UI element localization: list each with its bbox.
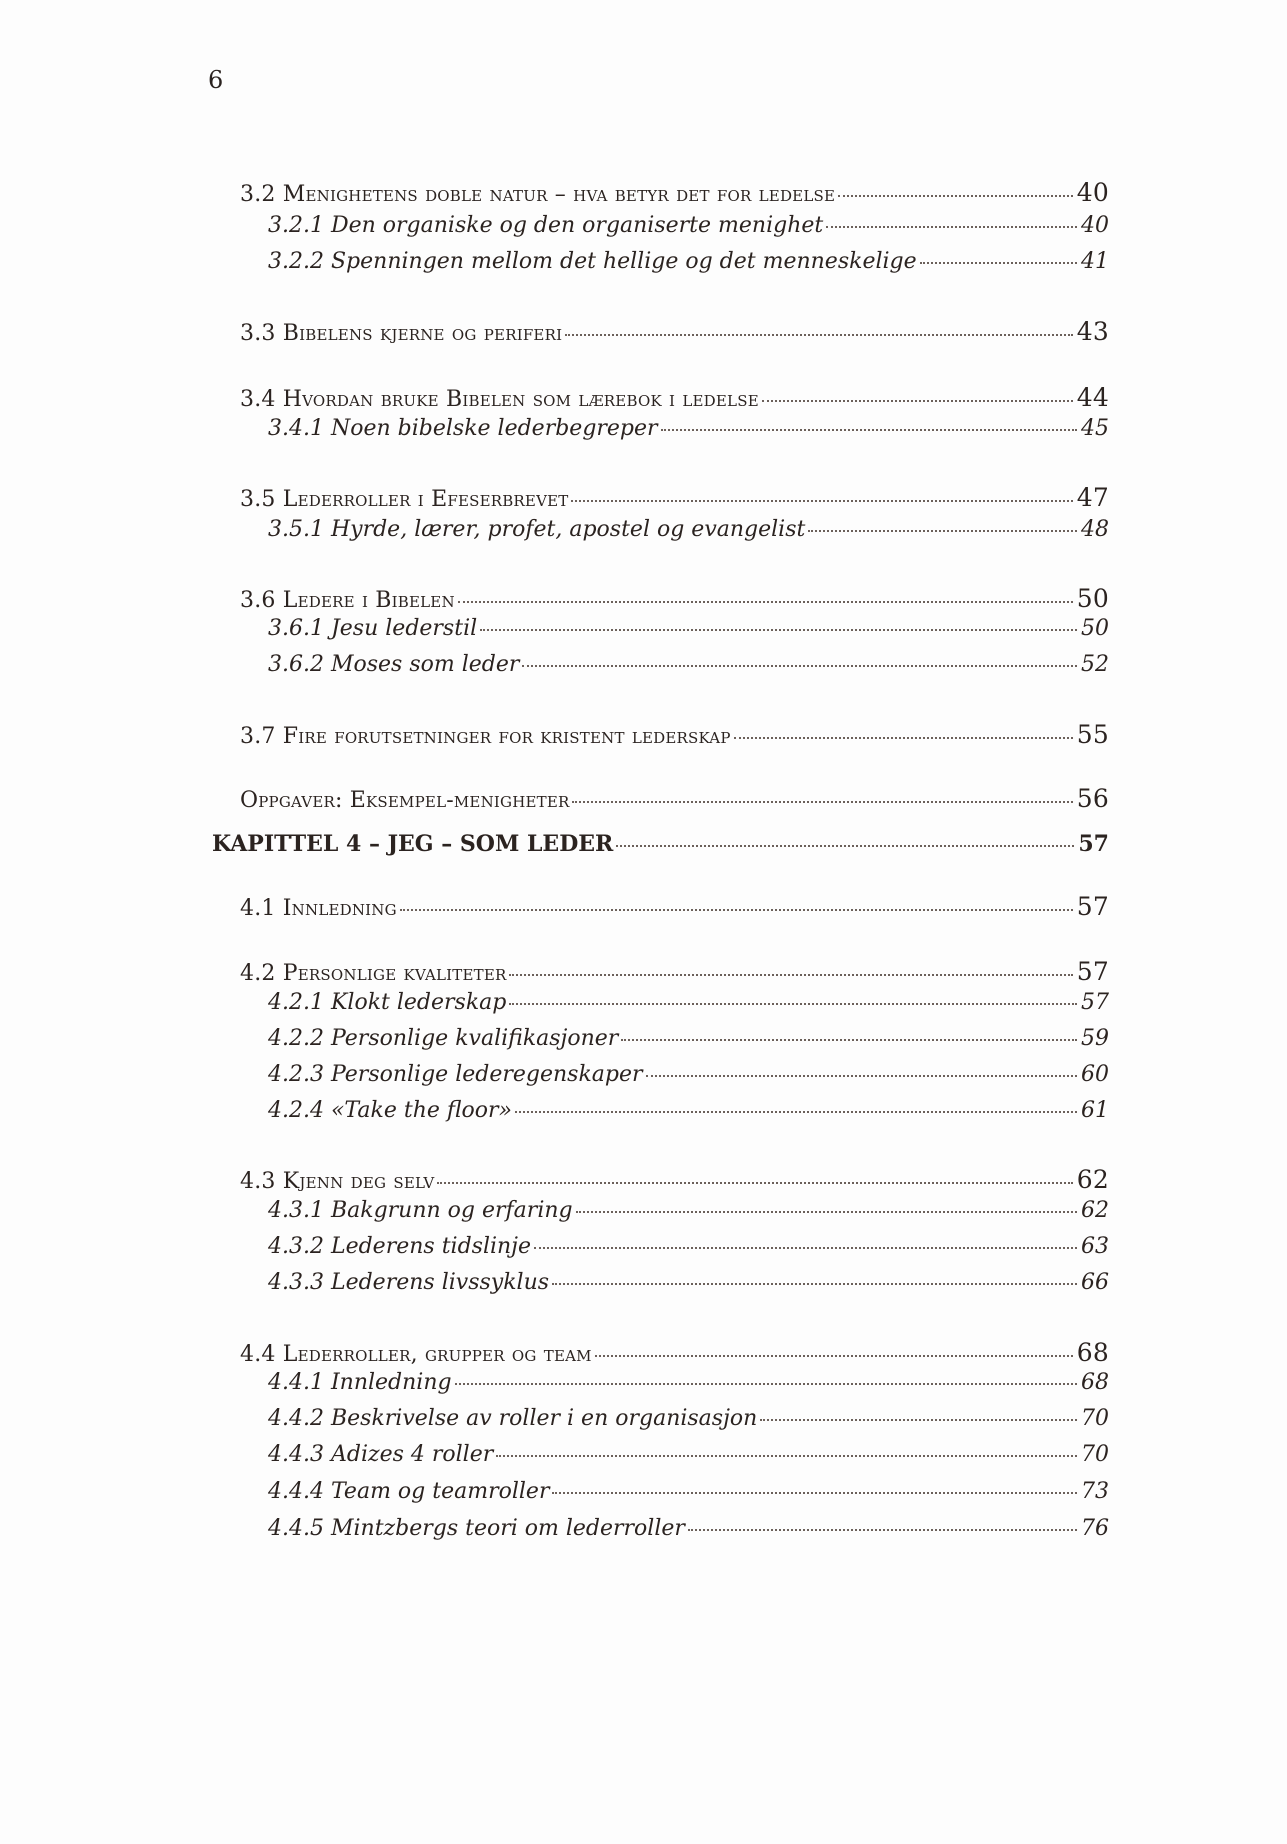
toc-entry-page: 50 (1081, 616, 1109, 641)
toc-entry-subsection[interactable] (268, 1406, 1109, 1431)
toc-entry-title: 3.7 Fire forutsetninger for kristent lederskap (240, 724, 731, 749)
toc-entry-page: 59 (1081, 1026, 1109, 1051)
toc-entry-page: 56 (1076, 784, 1109, 813)
toc-entry-page: 47 (1076, 483, 1109, 512)
toc-entry-page: 62 (1081, 1198, 1109, 1223)
toc-entry-section[interactable] (240, 1165, 1109, 1194)
dot-leader (509, 1003, 1077, 1005)
toc-entry-page: 40 (1081, 213, 1109, 238)
toc-entry-section[interactable] (240, 317, 1109, 346)
toc-entry-title: 3.2 Menighetens doble natur – hva betyr det for ledelse (240, 182, 836, 207)
toc-entry-subsection[interactable] (268, 1026, 1109, 1051)
toc-entry-title: 4.3.3 Lederens livssyklus (268, 1270, 550, 1295)
dot-leader (688, 1529, 1077, 1531)
toc-entry-title: 4.2.2 Personlige kvalifikasjoner (268, 1026, 619, 1051)
dot-leader (576, 1211, 1077, 1213)
dot-leader (571, 500, 1072, 502)
dot-leader (552, 1492, 1077, 1494)
toc-entry-chapter[interactable] (212, 831, 1109, 857)
toc-entry-subsection[interactable] (268, 1370, 1109, 1395)
toc-entry-section[interactable] (240, 1338, 1109, 1367)
dot-leader (826, 226, 1077, 228)
dot-leader (515, 1111, 1077, 1113)
toc-entry-subsection[interactable] (268, 416, 1109, 441)
toc-entry-page: 45 (1081, 416, 1109, 441)
dot-leader (595, 1355, 1073, 1357)
toc-entry-title: 4.2.3 Personlige lederegenskaper (268, 1062, 643, 1087)
dot-leader (437, 1182, 1072, 1184)
toc-entry-page: 57 (1081, 990, 1109, 1015)
toc-entry-subsection[interactable] (268, 1270, 1109, 1295)
toc-entry-subsection[interactable] (268, 1198, 1109, 1223)
toc-entry-title: 3.4.1 Noen bibelske lederbegreper (268, 416, 658, 441)
dot-leader (496, 1455, 1077, 1457)
dot-leader (838, 195, 1073, 197)
toc-entry-page: 50 (1076, 584, 1109, 613)
toc-entry-subsection[interactable] (268, 616, 1109, 641)
toc-entry-section[interactable] (240, 483, 1109, 512)
dot-leader (621, 1039, 1077, 1041)
toc-entry-page: 70 (1081, 1406, 1109, 1431)
toc-entry-title: 3.2.2 Spenningen mellom det hellige og det menneskelige (268, 249, 917, 274)
toc-entry-title: 3.2.1 Den organiske og den organiserte menighet (268, 213, 824, 238)
toc-entry-title: 3.4 Hvordan bruke Bibelen som lærebok i ledelse (240, 387, 759, 412)
toc-entry-subsection[interactable] (268, 1442, 1109, 1467)
toc-entry-page: 57 (1076, 892, 1109, 921)
toc-entry-page: 57 (1076, 957, 1109, 986)
toc-entry-title: Oppgaver: Eksempel-menigheter (240, 788, 570, 813)
toc-entry-page: 61 (1081, 1098, 1109, 1123)
toc-entry-page: 60 (1081, 1062, 1109, 1087)
toc-entry-title: 3.5.1 Hyrde, lærer, profet, apostel og evangelist (268, 517, 806, 542)
toc-entry-page: 66 (1081, 1270, 1109, 1295)
toc-entry-section[interactable] (240, 178, 1109, 207)
toc-entry-subsection[interactable] (268, 1098, 1109, 1123)
toc-entry-page: 70 (1081, 1442, 1109, 1467)
toc-entry-page: 44 (1076, 383, 1109, 412)
toc-entry-section[interactable] (240, 720, 1109, 749)
dot-leader (616, 845, 1074, 847)
dot-leader (458, 601, 1073, 603)
dot-leader (552, 1283, 1077, 1285)
dot-leader (734, 737, 1073, 739)
toc-entry-title: 4.3 Kjenn deg selv (240, 1169, 435, 1194)
toc-entry-subsection[interactable] (268, 1062, 1109, 1087)
toc-entry-subsection[interactable] (268, 1516, 1109, 1541)
toc-entry-page: 52 (1081, 652, 1109, 677)
toc-entry-page: 63 (1081, 1234, 1109, 1259)
toc-entry-page: 68 (1081, 1370, 1109, 1395)
page-number: 6 (208, 66, 224, 94)
toc-entry-subsection[interactable] (268, 990, 1109, 1015)
dot-leader (572, 801, 1072, 803)
toc-entry-title: 3.5 Lederroller i Efeserbrevet (240, 487, 569, 512)
toc-entry-subsection[interactable] (268, 517, 1109, 542)
toc-entry-title: 4.3.2 Lederens tidslinje (268, 1234, 532, 1259)
dot-leader (455, 1383, 1077, 1385)
toc-entry-title: 4.4.3 Adizes 4 roller (268, 1442, 494, 1467)
toc-entry-title: 4.3.1 Bakgrunn og erfaring (268, 1198, 573, 1223)
toc-entry-page: 68 (1076, 1338, 1109, 1367)
dot-leader (480, 629, 1077, 631)
toc-entry-title: 3.6.2 Moses som leder (268, 652, 520, 677)
toc-entry-title: 4.4.4 Team og teamroller (268, 1479, 550, 1504)
toc-entry-subsection[interactable] (268, 213, 1109, 238)
dot-leader (760, 1419, 1077, 1421)
toc-entry-page: 41 (1081, 249, 1109, 274)
dot-leader (522, 665, 1077, 667)
dot-leader (762, 400, 1073, 402)
toc-entry-page: 57 (1078, 831, 1109, 857)
dot-leader (509, 974, 1072, 976)
toc-entry-title: 4.4.2 Beskrivelse av roller i en organisasjon (268, 1406, 758, 1431)
toc-entry-section[interactable] (240, 892, 1109, 921)
dot-leader (400, 909, 1073, 911)
toc-entry-title: 4.4.1 Innledning (268, 1370, 452, 1395)
toc-entry-title: 4.4.5 Mintzbergs teori om lederroller (268, 1516, 685, 1541)
toc-entry-title: 4.4 Lederroller, grupper og team (240, 1342, 592, 1367)
dot-leader (646, 1075, 1077, 1077)
toc-entry-section[interactable] (240, 784, 1109, 813)
toc-entry-page: 43 (1076, 317, 1109, 346)
toc-entry-title: 3.3 Bibelens kjerne og periferi (240, 321, 563, 346)
dot-leader (661, 429, 1077, 431)
toc-entry-page: 48 (1081, 517, 1109, 542)
toc-entry-subsection[interactable] (268, 652, 1109, 677)
toc-entry-page: 62 (1076, 1165, 1109, 1194)
toc-entry-title: 3.6 Ledere i Bibelen (240, 588, 455, 613)
toc-entry-subsection[interactable] (268, 1234, 1109, 1259)
toc-entry-title: KAPITTEL 4 – JEG – SOM LEDER (212, 831, 614, 857)
toc-entry-title: 4.1 Innledning (240, 896, 397, 921)
toc-entry-section[interactable] (240, 383, 1109, 412)
toc-entry-title: 4.2 Personlige kvaliteter (240, 961, 507, 986)
dot-leader (534, 1247, 1077, 1249)
toc-entry-section[interactable] (240, 584, 1109, 613)
toc-entry-subsection[interactable] (268, 1479, 1109, 1504)
toc-entry-section[interactable] (240, 957, 1109, 986)
toc-entry-page: 73 (1081, 1479, 1109, 1504)
toc-entry-title: 4.2.4 «Take the floor» (268, 1098, 513, 1123)
toc-entry-page: 76 (1081, 1516, 1109, 1541)
dot-leader (565, 334, 1073, 336)
dot-leader (808, 530, 1077, 532)
toc-entry-page: 55 (1076, 720, 1109, 749)
toc-entry-title: 4.2.1 Klokt lederskap (268, 990, 507, 1015)
toc-entry-page: 40 (1076, 178, 1109, 207)
dot-leader (920, 262, 1077, 264)
toc-entry-subsection[interactable] (268, 249, 1109, 274)
toc-entry-title: 3.6.1 Jesu lederstil (268, 616, 478, 641)
